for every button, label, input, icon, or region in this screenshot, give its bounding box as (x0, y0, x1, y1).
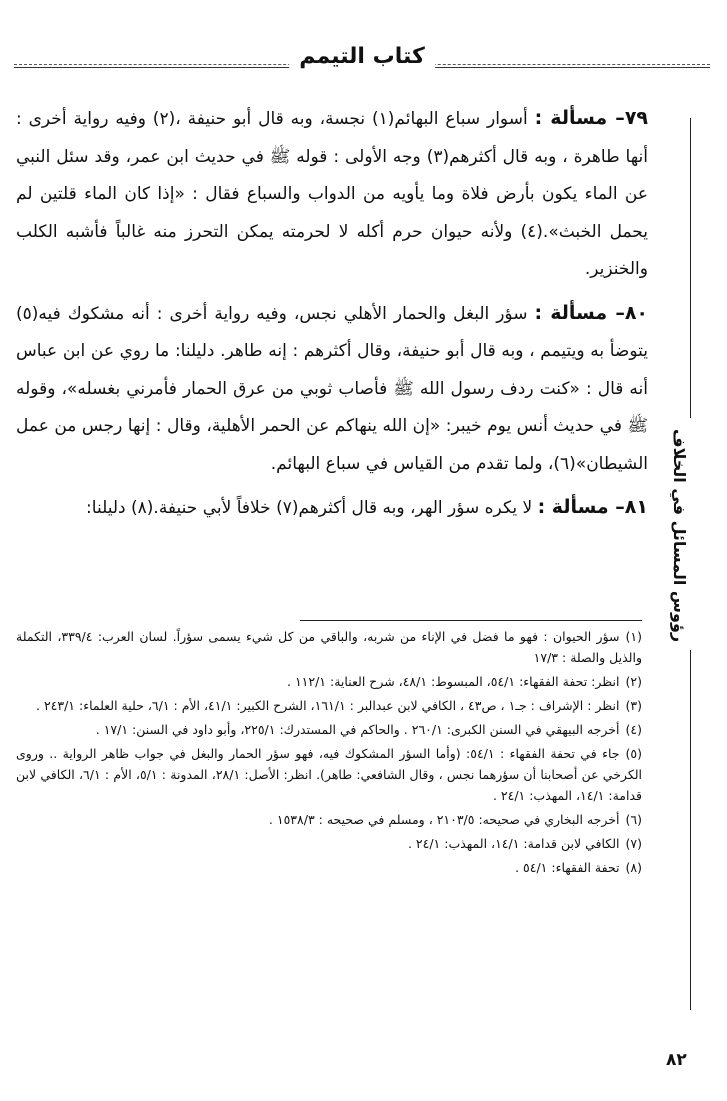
footnote-text: جاء في تحفة الفقهاء : ٥٤/١: (وأما السؤر المشكوك فيه، فهو سؤر الحمار والبغل في جواب ظاهر الرواية .. وروى الكرخي عن أصحابنا أن سؤرهما نجس ، وقال الشافعي: طاهر). انظر: الأصل: ٢٨/١، المدونة : ٥/١، الأم : ٦/١، الكافي لابن قدامة: ١٤/١، المهذب: ٢٤/١ . (16, 746, 643, 803)
footnote-number: (٨) (625, 860, 642, 875)
footnote-number: (١) (625, 629, 643, 644)
footnote (16, 809, 642, 830)
footnote-number: (٣) (625, 698, 642, 713)
footnote-text: الكافي لابن قدامة: ١٤/١، المهذب: ٢٤/١ . (407, 836, 620, 851)
footnote-text: أخرجه البخاري في صحيحه: ٢١٠٣/٥ ، ومسلم في صحيحه : ١٥٣٨/٣ . (268, 812, 620, 827)
footnote-number: (٧) (625, 836, 642, 851)
issue-text: سؤر البغل والحمار الأهلي نجس، وفيه رواية أخرى : أنه مشكوك فيه(٥) يتوضأ به ويتيمم ، وبه قال أبو حنيفة، وقال أكثرهم : إنه طاهر. دليلنا: ما روي عن ابن عباس أنه قال : «كنت ردف رسول الله ﷺ فأصاب ثوبي من عرق الحمار فأمرني بغسله»، وقوله ﷺ في حديث أنس يوم خيبر: «إن الله ينهاكم عن الحمر الأهلية، وقال : إنها رجس من عمل الشيطان»(٦)، ولما تقدم من القياس في سباع البهائم. (16, 303, 648, 474)
running-head: رؤوس المسائل في الخلاف (670, 428, 689, 642)
footnote (16, 626, 642, 668)
page-header (14, 44, 710, 80)
footnote-number: (٦) (625, 812, 642, 827)
issue-text: أسوار سباع البهائم(١) نجسة، وبه قال أبو حنيفة ،(٢) وفيه رواية أخرى : أنها طاهرة ، وبه قال أكثرهم(٣) وجه الأولى : قوله ﷺ في حديث ابن عمر، وقد سئل النبي عن الماء يكون بأرض فلاة وما يأويه من الدواب والسباع فقال : «إذا كان الماء قلتين لم يحمل الخبث».(٤) ولأنه حيوان حرم أكله لا لحرمته يمكن التحرز منه غالباً فأشبه الكلب والخنزير. (16, 109, 648, 279)
footnote-text: انظر: تحفة الفقهاء: ٥٤/١، المبسوط: ٤٨/١، شرح العناية: ١١٢/١ . (287, 674, 620, 689)
chapter-title: كتاب التيمم (289, 44, 435, 69)
issue-label: ٨١– مسألة : (537, 496, 648, 518)
footnote-number: (٤) (625, 722, 642, 737)
issue-79 (16, 100, 648, 289)
footnote-text: تحفة الفقهاء: ٥٤/١ . (515, 860, 620, 875)
issue-81 (16, 489, 648, 528)
footnote-number: (٢) (625, 674, 642, 689)
issue-label: ٧٩– مسألة : (534, 107, 649, 129)
footnote (16, 671, 642, 692)
footnotes (16, 626, 642, 881)
footnote-text: انظر : الإشراف : جـ١ ، ص٤٣ ، الكافي لابن عبدالبر : ١٦١/١، الشرح الكبير: ٤١/١، الأم : ٦/١، حلية العلماء: ٢٤٣/١ . (35, 698, 620, 713)
footnote (16, 857, 642, 878)
footnote-text: سؤر الحيوان : فهو ما فضل في الإناء من شربه، والباقي من كل شيء يسمى سؤراً. لسان العرب: ٣٣٩/٤، التكملة والذيل والصلة : ١٧/٣ (16, 629, 642, 665)
footnote (16, 833, 642, 854)
margin-rule-bottom (690, 650, 691, 1010)
footnote (16, 743, 642, 806)
footnote-text: أخرجه البيهقي في السنن الكبرى: ٢٦٠/١ . والحاكم في المستدرك: ٢٢٥/١، وأبو داود في السنن: ١٧/١ . (95, 722, 620, 737)
footnote-number: (٥) (625, 746, 643, 761)
issue-label: ٨٠– مسألة : (534, 301, 649, 324)
margin-rule-top (690, 118, 691, 418)
footnote (16, 695, 642, 716)
footnote (16, 719, 642, 740)
page-number: ٨٢ (666, 1050, 687, 1070)
main-text (16, 100, 648, 534)
issue-text: لا يكره سؤر الهر، وبه قال أكثرهم(٧) خلافاً لأبي حنيفة.(٨) دليلنا: (86, 498, 533, 518)
footnote-rule (300, 620, 642, 621)
issue-80 (16, 295, 648, 484)
